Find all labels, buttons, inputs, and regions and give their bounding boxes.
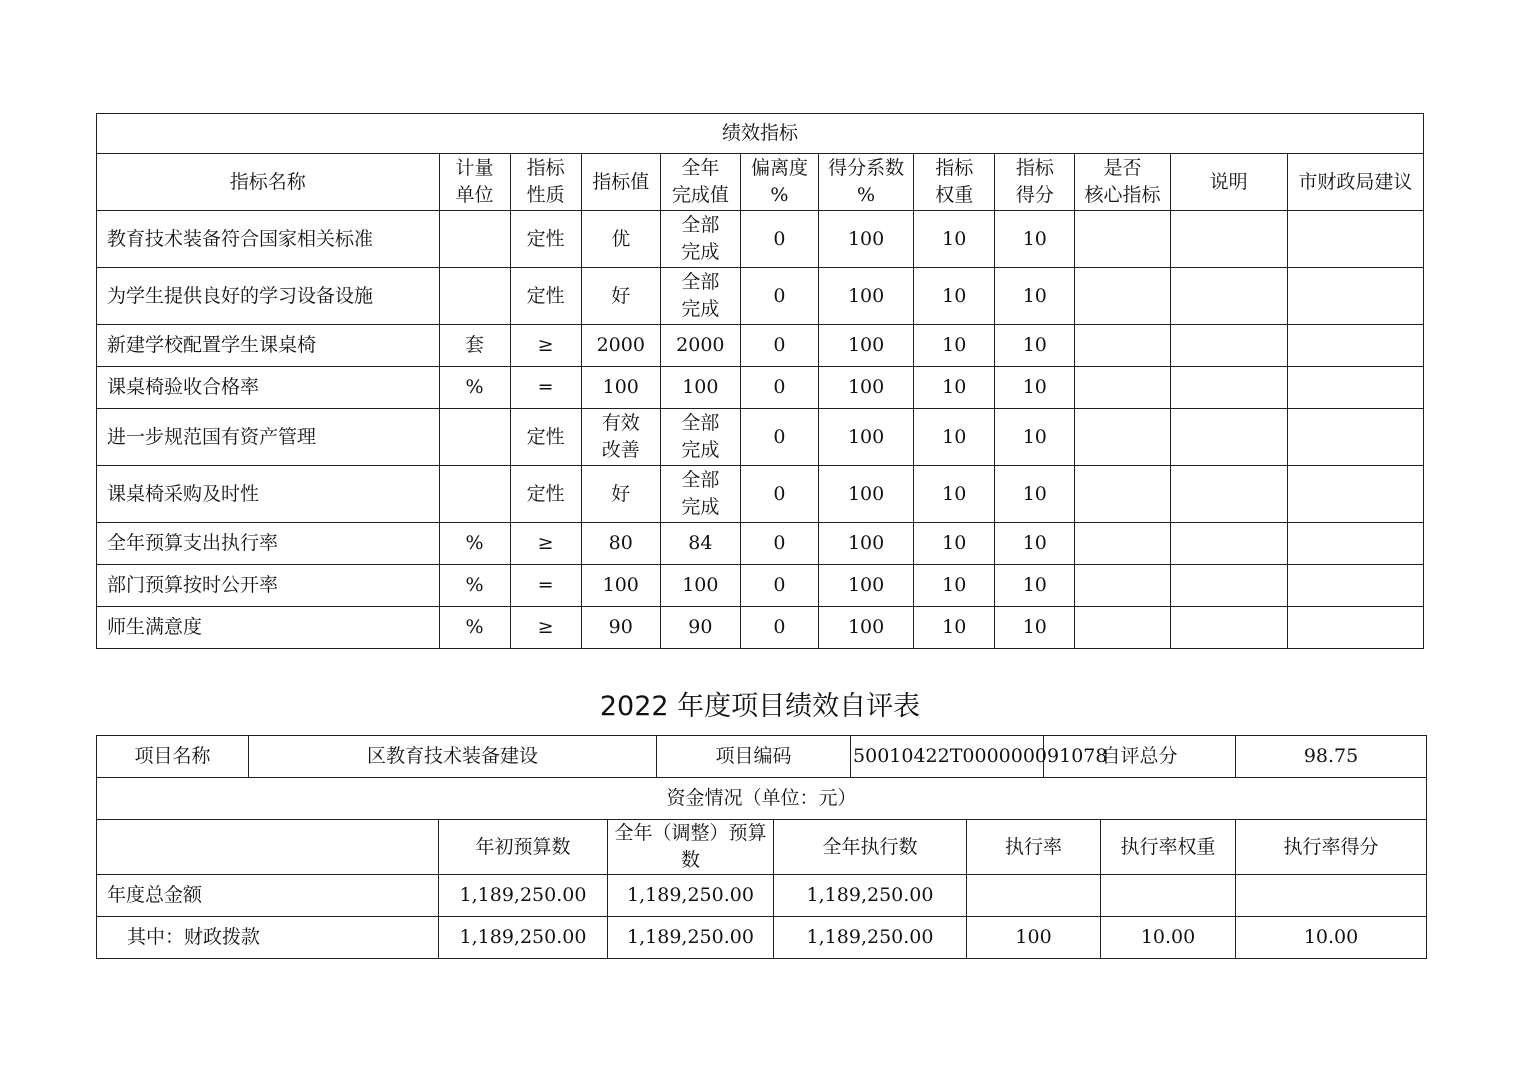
perf-table-row [97,565,1424,607]
self-score-label: 自评总分 [1044,736,1236,778]
perf-header-cell: 指标 性质 [510,154,581,211]
indicator-name: 课桌椅采购及时性 [97,466,440,523]
perf-cell: 0 [740,466,818,523]
indicator-name: 部门预算按时公开率 [97,565,440,607]
perf-cell: 好 [581,268,660,325]
perf-cell: 定性 [510,268,581,325]
funds-header-cell: 执行率得分 [1236,820,1427,875]
perf-cell: 100 [819,325,914,367]
funds-cell: 年度总金额 [97,875,439,917]
perf-table-row [97,466,1424,523]
funds-cell: 100 [967,917,1101,959]
funds-row [97,917,1427,959]
funds-header-cell: 年初预算数 [439,820,608,875]
perf-cell: 84 [660,523,740,565]
funds-cell [967,875,1101,917]
indicator-name: 师生满意度 [97,607,440,649]
perf-cell: 100 [819,367,914,409]
perf-cell: 全部 完成 [660,409,740,466]
funds-header-cell: 全年执行数 [774,820,967,875]
perf-cell: % [439,367,510,409]
perf-cell: 10 [995,367,1075,409]
perf-cell: 优 [581,211,660,268]
perf-header-cell: 指标值 [581,154,660,211]
funds-cell: 1,189,250.00 [439,917,608,959]
indicator-name: 新建学校配置学生课桌椅 [97,325,440,367]
perf-cell [1075,565,1170,607]
funds-cell [1236,875,1427,917]
indicator-name: 全年预算支出执行率 [97,523,440,565]
perf-table-row [97,211,1424,268]
perf-cell: 10 [995,409,1075,466]
perf-header-cell: 指标名称 [97,154,440,211]
perf-cell: 0 [740,409,818,466]
perf-cell [1170,409,1287,466]
perf-header-cell: 指标 权重 [914,154,995,211]
perf-header-cell: 指标 得分 [995,154,1075,211]
perf-cell: 80 [581,523,660,565]
perf-cell: 全部 完成 [660,211,740,268]
perf-cell: 100 [819,268,914,325]
self-score-value: 98.75 [1236,736,1427,778]
perf-cell: 10 [995,466,1075,523]
funds-header-cell: 执行率 [967,820,1101,875]
perf-cell: 10 [995,325,1075,367]
indicator-name: 为学生提供良好的学习设备设施 [97,268,440,325]
perf-cell: 90 [581,607,660,649]
perf-cell: 2000 [660,325,740,367]
perf-cell [1287,565,1423,607]
perf-cell: = [510,367,581,409]
perf-cell: 100 [660,565,740,607]
perf-cell: 0 [740,607,818,649]
perf-cell [1287,409,1423,466]
funds-row [97,875,1427,917]
perf-cell: 套 [439,325,510,367]
perf-cell [1170,268,1287,325]
perf-cell: 0 [740,565,818,607]
funds-section-title: 资金情况（单位：元） [97,778,1427,820]
perf-cell: 0 [740,211,818,268]
perf-cell [439,466,510,523]
perf-header-cell: 得分系数 % [819,154,914,211]
perf-cell: % [439,565,510,607]
perf-cell: ≥ [510,607,581,649]
perf-cell: 10 [995,268,1075,325]
funds-header-row [97,820,1427,875]
perf-cell: 2000 [581,325,660,367]
perf-cell: 0 [740,325,818,367]
perf-header-cell: 市财政局建议 [1287,154,1423,211]
perf-cell: 100 [581,367,660,409]
project-name-label: 项目名称 [97,736,249,778]
perf-cell [1075,607,1170,649]
perf-cell [1075,466,1170,523]
perf-cell: 全部 完成 [660,268,740,325]
perf-cell: ≥ [510,325,581,367]
perf-cell: % [439,523,510,565]
perf-cell: 100 [819,211,914,268]
perf-cell: % [439,607,510,649]
perf-table-row [97,367,1424,409]
perf-cell: 10 [914,367,995,409]
funds-cell: 10.00 [1101,917,1236,959]
perf-cell [1287,325,1423,367]
perf-cell: ≥ [510,523,581,565]
perf-cell: 10 [995,565,1075,607]
perf-cell [1170,466,1287,523]
funds-cell: 1,189,250.00 [439,875,608,917]
perf-cell: 100 [819,523,914,565]
perf-table-row [97,523,1424,565]
funds-header-cell: 执行率权重 [1101,820,1236,875]
funds-cell: 1,189,250.00 [774,917,967,959]
funds-cell: 1,189,250.00 [774,875,967,917]
perf-cell [1075,367,1170,409]
funds-header-cell: 全年（调整）预算数 [608,820,774,875]
perf-cell: 0 [740,268,818,325]
perf-cell: 0 [740,367,818,409]
perf-cell: 10 [914,565,995,607]
perf-cell: 定性 [510,211,581,268]
perf-cell [1287,466,1423,523]
perf-cell: 10 [995,607,1075,649]
perf-table-row [97,409,1424,466]
perf-cell [1287,211,1423,268]
perf-table-row [97,325,1424,367]
funds-header-cell [97,820,439,875]
funds-cell: 10.00 [1236,917,1427,959]
perf-header-row [97,154,1424,211]
perf-cell: 100 [819,466,914,523]
perf-cell [1170,211,1287,268]
perf-table-title: 绩效指标 [97,114,1424,154]
perf-cell [1170,565,1287,607]
perf-cell: 100 [581,565,660,607]
perf-cell: 90 [660,607,740,649]
perf-cell [1075,409,1170,466]
funds-cell: 1,189,250.00 [608,875,774,917]
perf-cell: 10 [914,409,995,466]
perf-header-cell: 说明 [1170,154,1287,211]
funds-cell [1101,875,1236,917]
perf-cell [439,211,510,268]
perf-cell [1287,607,1423,649]
perf-cell [1170,523,1287,565]
perf-cell: 100 [819,409,914,466]
perf-table-row [97,607,1424,649]
perf-cell [1075,268,1170,325]
perf-cell: 10 [914,607,995,649]
indicator-name: 课桌椅验收合格率 [97,367,440,409]
project-code-label: 项目编码 [657,736,851,778]
perf-cell: = [510,565,581,607]
perf-header-cell: 是否 核心指标 [1075,154,1170,211]
perf-header-cell: 偏离度 % [740,154,818,211]
perf-cell: 100 [819,607,914,649]
perf-cell: 10 [914,268,995,325]
perf-cell: 10 [995,523,1075,565]
perf-cell [1170,367,1287,409]
perf-cell [1075,325,1170,367]
perf-cell [1287,523,1423,565]
funds-cell: 其中：财政拨款 [97,917,439,959]
perf-cell: 好 [581,466,660,523]
performance-indicator-table [96,113,1424,649]
indicator-name: 教育技术装备符合国家相关标准 [97,211,440,268]
perf-cell: 定性 [510,409,581,466]
perf-cell: 10 [995,211,1075,268]
project-code-value: 50010422T000000091078 [851,736,1044,778]
project-name-value: 区教育技术装备建设 [249,736,657,778]
self-evaluation-table [96,735,1427,959]
perf-cell: 10 [914,523,995,565]
indicator-name: 进一步规范国有资产管理 [97,409,440,466]
funds-cell: 1,189,250.00 [608,917,774,959]
perf-cell: 10 [914,466,995,523]
perf-cell [1170,325,1287,367]
perf-header-cell: 计量 单位 [439,154,510,211]
perf-cell: 100 [819,565,914,607]
perf-table-row [97,268,1424,325]
perf-cell [1075,523,1170,565]
perf-cell [1075,211,1170,268]
perf-header-cell: 全年 完成值 [660,154,740,211]
perf-cell: 100 [660,367,740,409]
perf-cell [1170,607,1287,649]
perf-cell: 0 [740,523,818,565]
eval-form-title: 2022 年度项目绩效自评表 [599,691,921,722]
perf-cell: 有效 改善 [581,409,660,466]
perf-cell: 定性 [510,466,581,523]
perf-cell [439,409,510,466]
perf-cell: 10 [914,325,995,367]
perf-cell [1287,367,1423,409]
perf-cell [1287,268,1423,325]
perf-cell: 10 [914,211,995,268]
perf-cell: 全部 完成 [660,466,740,523]
perf-cell [439,268,510,325]
